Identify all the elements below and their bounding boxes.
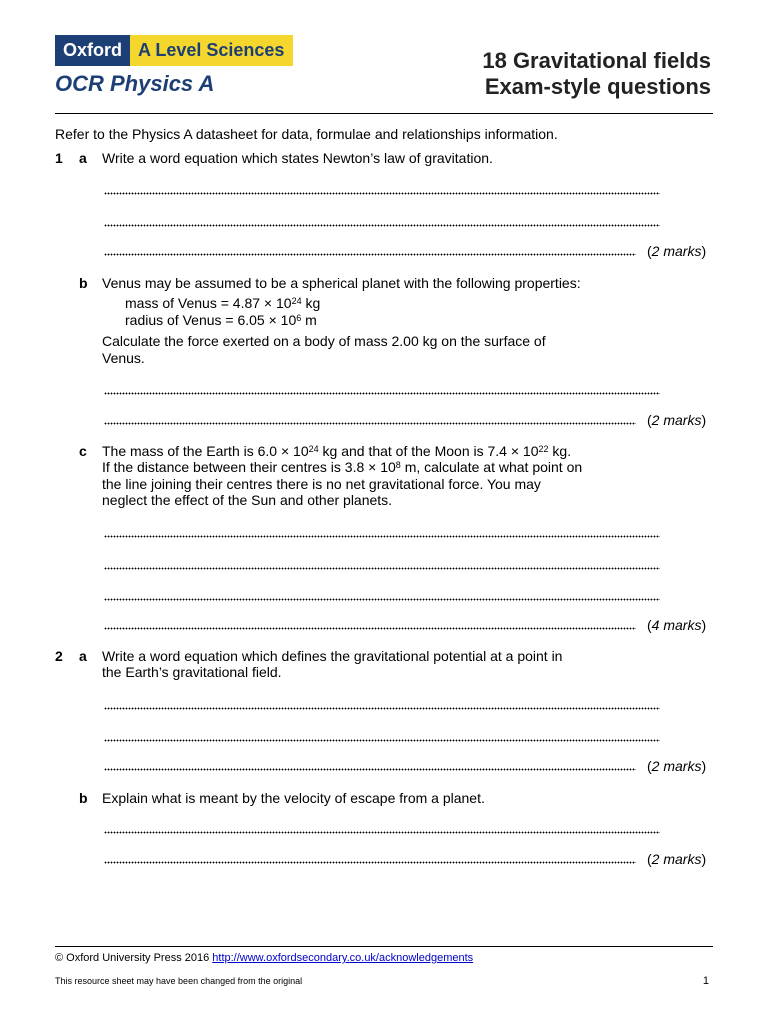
question-1c-line2: If the distance between their centres is $3.8 \times 10^8$ m, calculate at what point on bbox=[102, 459, 583, 475]
question-1c-line3: the line joining their centres there is no net gravitational force. You may bbox=[102, 476, 541, 492]
chapter-title-line1: 18 Gravitational fields bbox=[482, 48, 711, 73]
answer-line[interactable] bbox=[104, 392, 660, 395]
question-2b-text: Explain what is meant by the velocity of escape from a planet. bbox=[102, 790, 485, 806]
question-1b-text: Venus may be assumed to be a spherical planet with the following properties: bbox=[102, 275, 581, 291]
answer-line[interactable] bbox=[104, 707, 660, 710]
question-1b-marks: (2 marks) bbox=[647, 412, 707, 428]
question-2-number: 2 bbox=[55, 648, 63, 664]
answer-line[interactable] bbox=[104, 768, 636, 771]
venus-mass: mass of Venus = $4.87 \times 10^{24}$ kg bbox=[125, 295, 321, 311]
chapter-title-line2: Exam-style questions bbox=[484, 74, 711, 99]
footer-note: This resource sheet may have been changed from the original bbox=[55, 976, 303, 986]
answer-line[interactable] bbox=[104, 535, 660, 538]
answer-line[interactable] bbox=[104, 598, 660, 601]
question-1a-marks: (2 marks) bbox=[647, 243, 707, 259]
copyright-text: © Oxford University Press 2016 bbox=[55, 952, 210, 964]
acknowledgements-link[interactable]: http://www.oxfordsecondary.co.uk/acknowledgements bbox=[212, 952, 474, 964]
answer-line[interactable] bbox=[104, 253, 636, 256]
answer-line[interactable] bbox=[104, 567, 660, 570]
header-divider bbox=[55, 113, 713, 114]
question-1b-label: b bbox=[79, 275, 88, 291]
question-2a-line2: the Earth’s gravitational field. bbox=[102, 664, 282, 680]
brand-label: Oxford bbox=[55, 35, 130, 66]
series-label: A Level Sciences bbox=[130, 35, 293, 66]
venus-radius: radius of Venus = $6.05 \times 10^6$ m bbox=[125, 312, 317, 328]
subject-title: OCR Physics A bbox=[55, 71, 215, 96]
answer-line[interactable] bbox=[104, 192, 660, 195]
answer-line[interactable] bbox=[104, 739, 660, 742]
question-1c-label: c bbox=[79, 443, 87, 459]
footer-divider bbox=[55, 946, 713, 947]
question-2b-marks: (2 marks) bbox=[647, 851, 707, 867]
question-1c-line1: The mass of the Earth is $6.0 \times 10^{24}$ kg and that of the Moon is $7.4 \times 10^{22}$ kg. bbox=[102, 443, 572, 459]
answer-line[interactable] bbox=[104, 627, 636, 630]
oxford-a-level-logo bbox=[55, 35, 293, 66]
question-1a-text: Write a word equation which states Newton’s law of gravitation. bbox=[102, 150, 493, 166]
question-1-number: 1 bbox=[55, 150, 63, 166]
page-number: 1 bbox=[702, 975, 709, 987]
question-1c-marks: (4 marks) bbox=[647, 617, 707, 633]
answer-line[interactable] bbox=[104, 224, 660, 227]
chapter-title bbox=[482, 48, 711, 100]
question-1c-line4: neglect the effect of the Sun and other planets. bbox=[102, 492, 393, 508]
intro-text: Refer to the Physics A datasheet for data, formulae and relationships information. bbox=[55, 126, 558, 142]
question-2a-label: a bbox=[79, 648, 87, 664]
footer-copyright bbox=[55, 952, 473, 964]
question-2a-line1: Write a word equation which defines the gravitational potential at a point in bbox=[102, 648, 563, 664]
answer-line[interactable] bbox=[104, 831, 660, 834]
question-1b-task-line1: Calculate the force exerted on a body of mass 2.00 kg on the surface of bbox=[102, 333, 546, 349]
question-1a-label: a bbox=[79, 150, 87, 166]
question-1b-task-line2: Venus. bbox=[102, 350, 145, 366]
answer-line[interactable] bbox=[104, 422, 636, 425]
question-2a-marks: (2 marks) bbox=[647, 758, 707, 774]
question-2b-label: b bbox=[79, 790, 88, 806]
answer-line[interactable] bbox=[104, 861, 636, 864]
